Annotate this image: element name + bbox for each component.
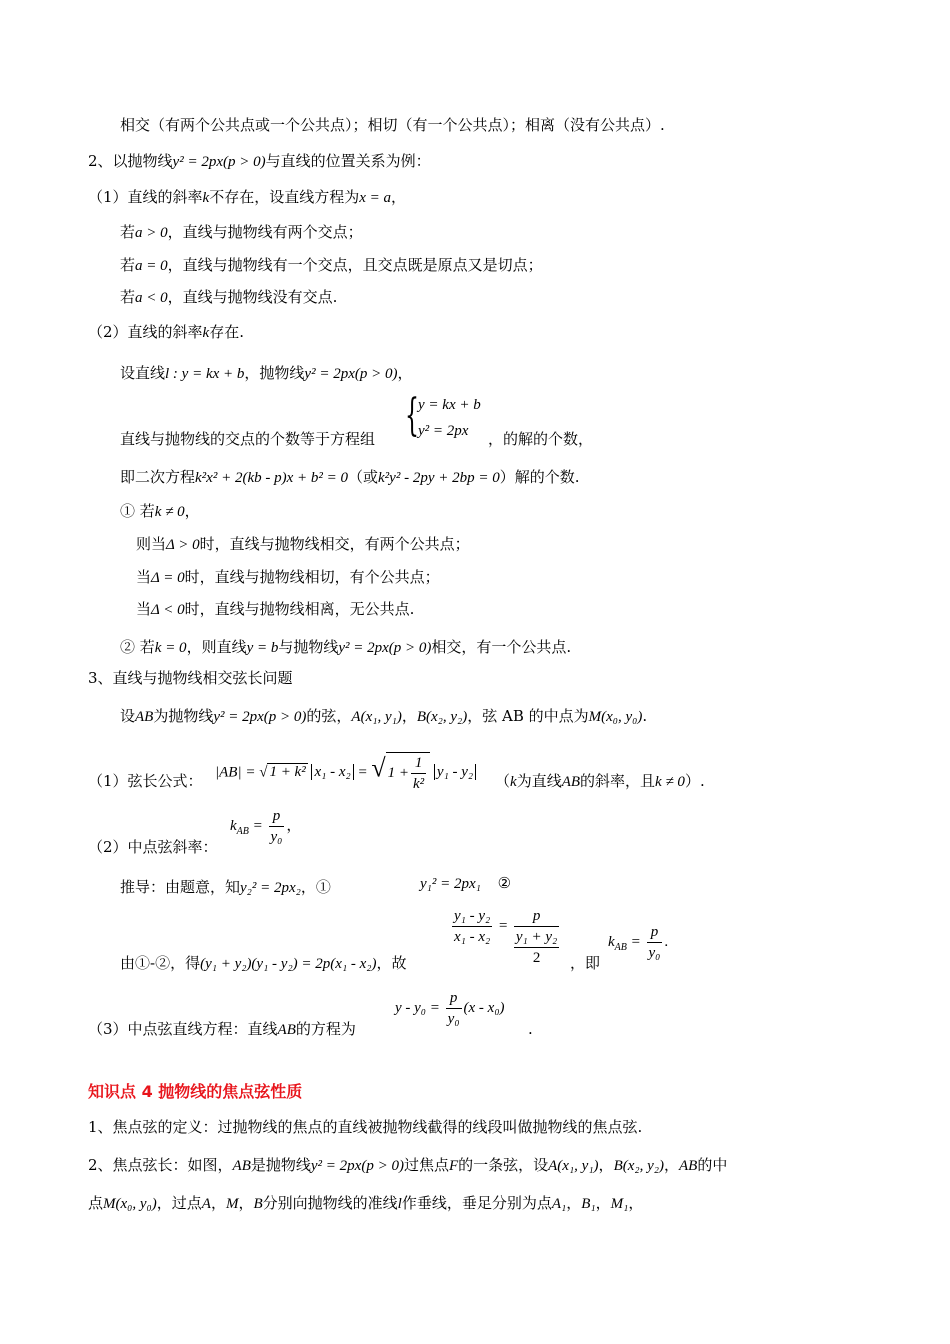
formula: =	[630, 933, 641, 950]
formula-1-note	[495, 770, 705, 793]
text: 点	[88, 1194, 104, 1212]
system-eq-2: y² = 2px	[418, 423, 469, 439]
text: 时，直线与抛物线相离，无公共点.	[184, 600, 415, 618]
text: ，	[238, 1194, 254, 1212]
text: 为抛物线	[153, 707, 214, 725]
text-line: 相交（有两个公共点或一个公共点）；相切（有一个公共点）；相离（没有公共点）.	[120, 116, 665, 134]
formula: y² = 2px(p > 0)	[213, 709, 307, 725]
k2-line	[120, 636, 571, 659]
formula: AB	[232, 1158, 251, 1174]
text: 设直线	[120, 364, 166, 382]
text: 相交，有一个公共点.	[431, 638, 572, 656]
midpoint-line-formula	[395, 988, 505, 1029]
text: 则当	[136, 535, 167, 553]
formula: (x - x₀)	[463, 999, 505, 1016]
text: 2、焦点弦长：如图，	[88, 1156, 233, 1174]
formula: y₁ + y₂	[514, 927, 559, 948]
text: 的弦，	[306, 707, 352, 725]
paragraph-3	[88, 1192, 643, 1215]
text: 若	[120, 256, 136, 274]
case-2b-line	[120, 428, 375, 450]
formula: 1	[411, 753, 426, 774]
text: ，	[598, 1156, 614, 1174]
formula: x = a	[359, 190, 392, 206]
section-heading: 知识点 4 抛物线的焦点弦性质	[88, 1082, 303, 1101]
formula: p	[647, 922, 663, 943]
text: ① 若	[120, 502, 155, 520]
text: ，	[286, 817, 302, 834]
formula: a = 0	[135, 258, 168, 274]
text: 与直线的位置关系为例：	[265, 152, 431, 170]
text: 直线与抛物线的交点的个数等于方程组	[120, 430, 376, 448]
formula: y₂² = 2px₂	[240, 880, 301, 896]
formula: A(x₁, y₁)	[351, 709, 402, 725]
case-2a-line	[120, 362, 412, 385]
formula: A(x₁, y₁)	[548, 1158, 599, 1174]
text: 的斜率，且	[580, 772, 656, 790]
case-2b-tail: ，的解的个数，	[488, 430, 594, 448]
formula: B(x₂, y₂)	[613, 1158, 664, 1174]
formula: k	[510, 774, 517, 790]
case-1b-line	[120, 254, 543, 277]
text: ，	[210, 1194, 226, 1212]
formula-3-label	[88, 1018, 356, 1041]
formula-1-label: （1）弦长公式：	[88, 772, 203, 790]
formula: AB	[135, 709, 154, 725]
formula: y₁ - y₂	[452, 906, 492, 927]
text: 分别向抛物线的准线	[262, 1194, 398, 1212]
formula: y = b	[246, 640, 279, 656]
system-brace: {	[405, 390, 419, 441]
formula: x₁ - x₂	[311, 764, 353, 780]
text: 是抛物线	[250, 1156, 311, 1174]
formula: M	[225, 1196, 239, 1212]
formula: Δ > 0	[166, 537, 200, 553]
text: ，抛物线	[244, 364, 305, 382]
formula: y₀	[648, 945, 661, 961]
text: ，	[184, 502, 200, 520]
formula: k ≠ 0	[154, 504, 185, 520]
derivation-eq-2	[420, 872, 511, 895]
text: 的一条弦，设	[458, 1156, 549, 1174]
text: ，	[628, 1194, 644, 1212]
formula-3-end: .	[528, 1020, 533, 1038]
formula: Δ = 0	[151, 570, 185, 586]
formula: y² = 2px(p > 0)	[338, 640, 432, 656]
formula: M(x₀, y₀)	[103, 1196, 157, 1212]
text: ）.	[684, 772, 705, 790]
formula: y₀	[447, 1011, 460, 1027]
case-1c-line	[120, 286, 337, 309]
formula: AB	[678, 1158, 698, 1174]
formula: l : y = kx + b	[165, 366, 245, 382]
formula: F	[448, 1158, 459, 1174]
formula: B₁	[581, 1196, 596, 1212]
text: ，过点	[156, 1194, 202, 1212]
formula: (y₁ + y₂)(y₁ - y₂) = 2p(x₁ - x₂)	[200, 956, 377, 972]
case-2-line	[88, 321, 244, 344]
k1c-line	[136, 598, 414, 621]
formula: 1 +	[387, 764, 409, 781]
formula: AB	[277, 1022, 296, 1038]
text: 设	[120, 707, 136, 725]
formula: y² = 2px(p > 0)	[304, 366, 398, 382]
formula: y - y₀ =	[395, 999, 440, 1016]
text: ，直线与抛物线有两个交点；	[167, 223, 363, 241]
text: 过焦点	[403, 1156, 449, 1174]
k1-line	[120, 500, 200, 523]
formula: a > 0	[135, 225, 168, 241]
chord-length-formula: |AB| = √ 1 + k² x₁ - x₂ = √ 1 + $\frac{1}{\text{k²}}$ y₁ - y₂	[215, 752, 476, 794]
section-3a-line	[120, 705, 647, 728]
case-1a-line	[120, 221, 363, 244]
text: ，直线与抛物线没有交点.	[167, 288, 338, 306]
derivation-sep: ，即	[570, 954, 601, 972]
text: ，	[663, 1156, 679, 1174]
text: ② 若	[120, 638, 155, 656]
formula: AB	[614, 941, 627, 953]
text: 时，直线与抛物线相切，有个公共点；	[184, 568, 440, 586]
text: ，	[397, 364, 413, 382]
formula: B	[253, 1196, 263, 1212]
paragraph-2	[88, 1154, 727, 1177]
text: （	[495, 772, 511, 790]
text: 的中	[697, 1156, 728, 1174]
formula: y² = 2px(p > 0)	[172, 154, 266, 170]
formula: y₁ - y₂	[434, 764, 476, 780]
case-1-line	[88, 186, 406, 209]
formula: M(x₀, y₀)	[588, 709, 643, 725]
text: ，直线与抛物线有一个交点，且交点既是原点又是切点；	[167, 256, 543, 274]
text: ，	[595, 1194, 611, 1212]
text: ，	[391, 188, 407, 206]
formula-2-label: （2）中点弦斜率：	[88, 838, 218, 856]
formula: M₁	[610, 1196, 629, 1212]
formula: y² = 2px(p > 0)	[310, 1158, 404, 1174]
text: （1）直线的斜率	[88, 188, 203, 206]
formula: k ≠ 0	[655, 774, 685, 790]
text: 即二次方程	[120, 468, 196, 486]
formula: |AB| =	[215, 764, 256, 781]
formula: k²	[413, 776, 425, 792]
text: 作垂线，垂足分别为点	[401, 1194, 552, 1212]
text: 若	[120, 288, 136, 306]
formula: k²x² + 2(kb - p)x + b² = 0	[195, 470, 348, 486]
formula: A₁	[551, 1196, 567, 1212]
formula: k	[230, 817, 237, 834]
formula: p	[269, 806, 285, 827]
formula: k = 0	[154, 640, 187, 656]
text: （3）中点弦直线方程：直线	[88, 1020, 278, 1038]
text: ，	[566, 1194, 582, 1212]
formula: Δ < 0	[151, 602, 185, 618]
formula: y₁² = 2px₁	[420, 876, 481, 892]
text: （或	[348, 468, 379, 486]
text: 存在.	[209, 323, 244, 341]
formula: =	[252, 817, 263, 834]
formula: k	[202, 325, 210, 341]
formula: k²y² - 2py + 2bp = 0	[378, 470, 500, 486]
text: ，	[401, 707, 417, 725]
formula: k	[202, 190, 210, 206]
formula: 1 + k²	[269, 764, 306, 781]
text: 与抛物线	[278, 638, 339, 656]
formula: =	[357, 764, 368, 781]
formula: x₁ - x₂	[454, 929, 491, 945]
formula: AB	[561, 774, 581, 790]
text: 时，直线与抛物线相交，有两个公共点；	[199, 535, 470, 553]
text: 2、以抛物线	[88, 152, 173, 170]
text: ，故	[376, 954, 407, 972]
text: ，则直线	[186, 638, 247, 656]
text: 由①-②，得	[120, 954, 201, 972]
formula: p	[514, 906, 559, 927]
midpoint-slope-formula	[230, 806, 301, 847]
formula: A	[201, 1196, 211, 1212]
case-2c-line	[120, 466, 580, 489]
formula: k	[608, 933, 615, 950]
derivation-result	[608, 922, 668, 963]
k1b-line	[136, 566, 440, 589]
formula: =	[498, 917, 509, 934]
formula: y₀	[270, 829, 283, 845]
text: 的方程为	[295, 1020, 356, 1038]
text: ）解的个数.	[499, 468, 580, 486]
text: 为直线	[516, 772, 562, 790]
system-eq-1: y = kx + b	[418, 397, 481, 413]
derivation-line-1	[120, 876, 331, 899]
derivation-line-2	[120, 952, 407, 975]
text: .	[642, 707, 648, 725]
text: .	[664, 933, 669, 950]
text: （2）直线的斜率	[88, 323, 203, 341]
section-2-line	[88, 150, 431, 173]
formula: p	[446, 988, 462, 1009]
paragraph-1: 1、焦点弦的定义：过抛物线的焦点的直线被抛物线截得的线段叫做抛物线的焦点弦.	[88, 1118, 643, 1136]
text: 不存在，设直线方程为	[209, 188, 360, 206]
text: 当	[136, 600, 152, 618]
derivation-fraction	[450, 906, 561, 968]
section-3-line: 3、直线与抛物线相交弦长问题	[88, 669, 293, 687]
text: 若	[120, 223, 136, 241]
text: ②	[497, 874, 512, 892]
formula: l	[397, 1196, 402, 1212]
text: 当	[136, 568, 152, 586]
text: ，①	[300, 878, 331, 896]
formula: AB	[236, 825, 249, 837]
formula: a < 0	[135, 290, 168, 306]
k1a-line	[136, 533, 470, 556]
formula: 2	[532, 950, 541, 966]
formula: B(x₂, y₂)	[416, 709, 468, 725]
text: ，弦 AB 的中点为	[467, 707, 589, 725]
text: 推导：由题意，知	[120, 878, 241, 896]
